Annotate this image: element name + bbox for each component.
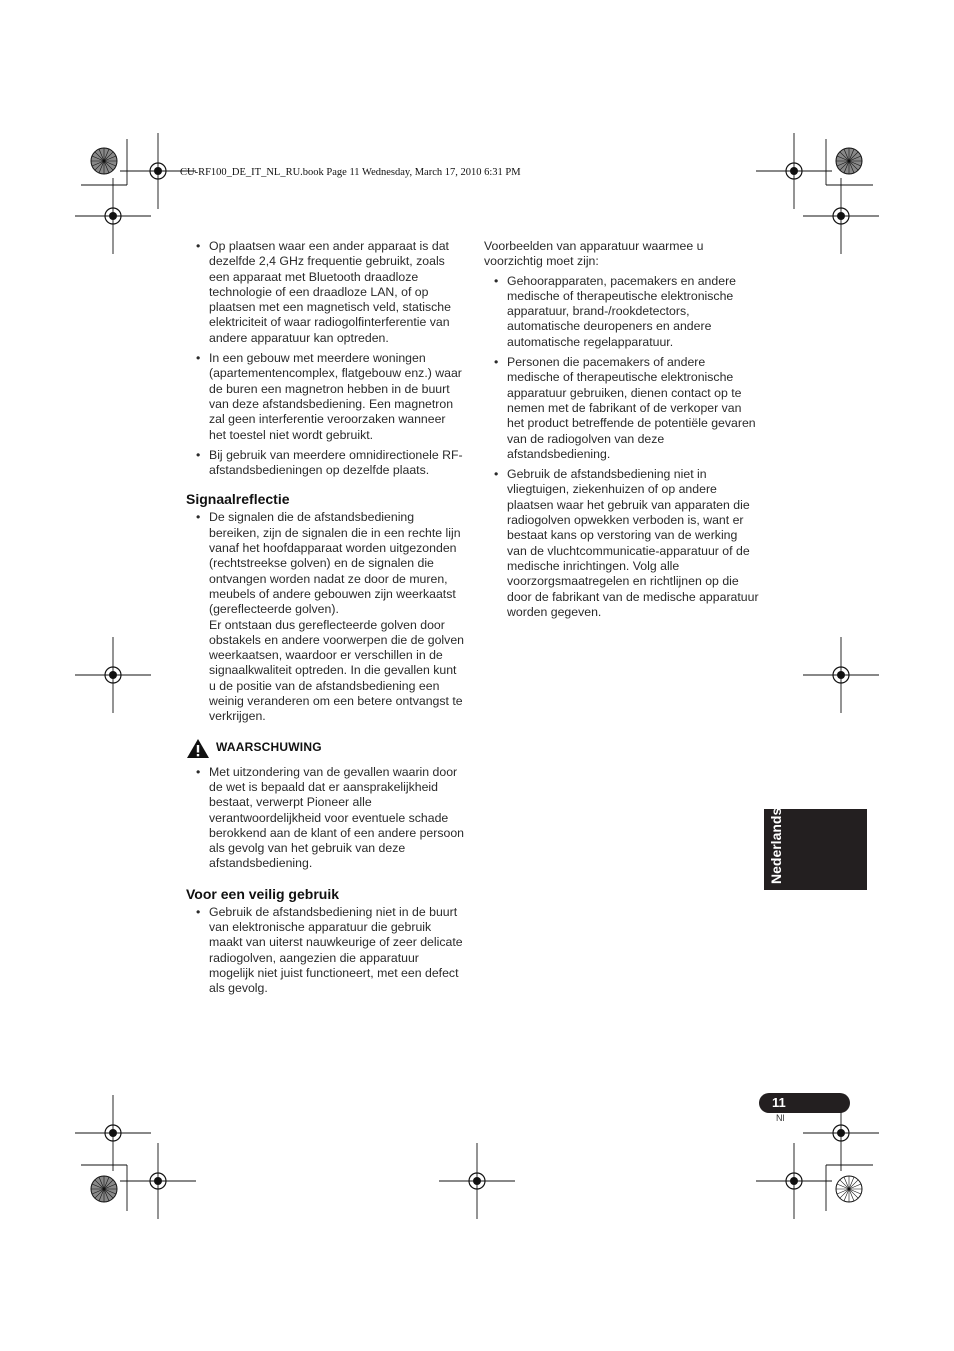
bullet: • [494,355,499,370]
list-item: • Op plaatsen waar een ander apparaat is dat dezelfde 2,4 GHz frequentie gebruikt, zoals een apparaat met Bluetooth draadloze technologie of een draadloze LAN, of op plaatsen met een magnetisch veld, statische elektriciteit of waar radiogolfinterferentie van andere apparatuur kan optreden. [196,239,451,345]
right-column [484,239,760,625]
list-item: • Gehoorapparaten, pacemakers en andere medische of therapeutische elektronische apparatuur, brand-/rookdetectors, automatische deuropeners en andere automatische regelapparatuur. [494,273,737,349]
language-tab-label: Nederlands [768,807,784,884]
bullet: • [196,764,201,779]
bullet: • [196,904,201,919]
list-item: • Gebruik de afstandsbediening niet in vliegtuigen, ziekenhuizen of op andere plaatsen waar het gebruik van apparaten die radiogolven opwekken verboden is, want er bestaat kans op verstoring van de werking van de vluchtcommunicatie-apparatuur of de medische inrichtingen. Volg alle voorzorgsmaatregelen en richtlijnen op die door de fabrikant van de medische apparatuur worden gegeven. [494,467,759,619]
left-column [186,239,464,1001]
safe-use-list [186,905,464,997]
bullet: • [494,467,499,482]
bullet: • [196,351,201,366]
warning-heading: WAARSCHUWING [216,740,322,755]
equipment-list [484,274,760,621]
signal-list [186,510,464,724]
equipment-intro: Voorbeelden van apparatuur waarmee u voorzichtig moet zijn: [484,239,704,269]
list-item: • Bij gebruik van meerdere omnidirectionele RF-afstandsbedieningen op dezelfde plaats. [196,447,463,478]
list-item: • Personen die pacemakers of andere medische of therapeutische elektronische apparatuur gebruiken, dienen contact op te nemen met de fabrikant of de verkoper van het product betreffende de potentiële gevaren van de radiogolven van deze afstandsbediening. [494,355,756,461]
page-number: 11 [772,1095,786,1110]
bullet: • [196,510,201,525]
warning-header [186,738,464,759]
bullet: • [494,273,499,288]
list-item: • Gebruik de afstandsbediening niet in de buurt van elektronische apparatuur die gebruik maakt van uiterst nauwkeurige of zeer delicate radiogolven, aangezien die apparatuur mogelijk niet juist functioneert, met een defect als gevolg. [196,904,463,996]
page-number-badge [759,1093,850,1113]
book-info-header: CU-RF100_DE_IT_NL_RU.book Page 11 Wednesday, March 17, 2010 6:31 PM [180,167,521,178]
list-item: • In een gebouw met meerdere woningen (apartementencomplex, flatgebouw enz.) waar de buren een magnetron hebben in de buurt van deze afstandsbediening. Een magnetron zal geen interferentie veroorzaken wanneer het toestel niet wordt gebruikt. [196,351,462,442]
page-language-code: Nl [776,1113,785,1123]
safe-use-heading: Voor een veilig gebruik [186,885,340,902]
signal-heading: Signaalreflectie [186,491,290,508]
language-side-tab [764,809,867,890]
interference-list [186,239,464,478]
list-item: • Met uitzondering van de gevallen waarin door de wet is bepaald dat er aansprakelijkheid bestaat, verwerpt Pioneer alle verantwoordelijkheid voor eventuele schade berokkend aan de klant of een andere persoon als gevolg van het gebruik van deze afstandsbediening. [196,764,465,871]
warning-triangle-icon [186,738,210,759]
warning-list [186,765,464,872]
list-item: • De signalen die de afstandsbediening bereiken, zijn de signalen die in een rechte lijn vanaf het hoofdapparaat worden uitgezonden (rechtstreekse golven) en de signalen die ontvangen worden nadat ze door de muren, meubels of andere gebouwen zijn weerkaatst (gereflecteerde golven). Er ontstaan dus gereflecteerde golven door obstakels en andere voorwerpen die de golven weerkaatsen, waardoor er verschillen in de signaalkwaliteit optreden. In die gevallen kunt u de positie van de afstandsbediening een weinig veranderen om een betere ontvangst te verkrijgen. [196,510,464,724]
bullet: • [196,447,201,462]
bullet: • [196,239,201,253]
